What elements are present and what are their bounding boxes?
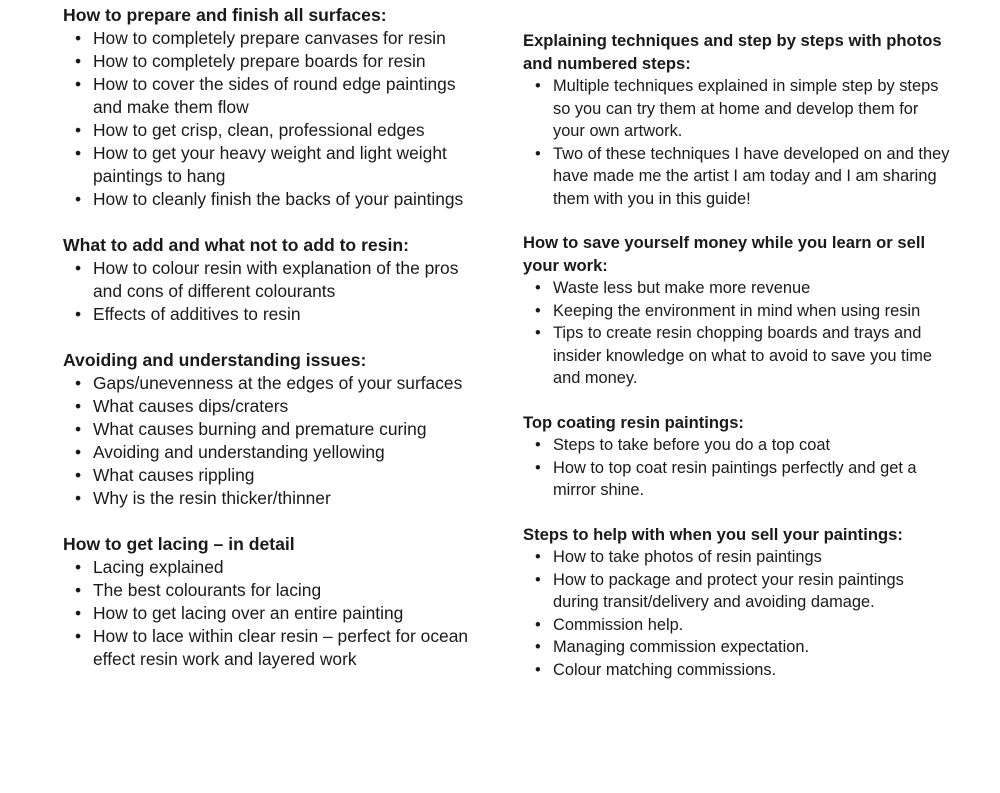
bullet-icon: • [75,373,82,393]
list-item-text: How to completely prepare canvases for resin [93,28,446,48]
list-item [523,659,953,682]
section-lacing [63,533,483,671]
section-techniques [523,30,953,210]
list-item [63,303,483,326]
bullet-icon: • [535,324,541,342]
list-item [63,579,483,602]
list-item-text: Why is the resin thicker/thinner [93,488,331,508]
list-item [523,277,953,300]
list-item-text: How to get lacing over an entire painting [93,603,404,623]
bullet-icon: • [75,580,82,600]
list-item [63,119,483,142]
list-item-text: How to colour resin with explanation of the pros and cons of different colourants [93,258,459,301]
bullet-icon: • [535,458,541,477]
section-heading: What to add and what not to add to resin: [63,235,409,255]
section-additives [63,234,483,326]
list-item-text: Steps to take before you do a top coat [553,436,831,454]
section-selling [523,524,953,682]
bullet-icon: • [75,74,82,94]
list-item [63,487,483,510]
list-item [523,300,953,323]
bullet-icon: • [535,660,541,679]
bullet-icon: • [75,465,82,485]
bullet-list [523,434,953,502]
list-item [63,142,483,188]
list-item-text: Multiple techniques explained in simple step by steps so you can try them at home and develop them for your own artwork. [553,77,939,140]
list-item-text: How to take photos of resin paintings [553,548,822,566]
bullet-icon: • [75,51,82,71]
section-save-money [523,232,953,390]
list-item-text: Tips to create resin chopping boards and trays and insider knowledge on what to avoid to save you time and money. [553,324,933,387]
right-column [523,30,953,703]
bullet-icon: • [535,548,541,566]
section-heading: Avoiding and understanding issues: [63,350,367,370]
bullet-icon: • [535,77,541,95]
list-item [63,464,483,487]
section-heading: How to save yourself money while you learn or sell your work: [523,233,926,275]
bullet-list [63,372,483,510]
list-item-text: What causes burning and premature curing [93,419,427,439]
list-item-text: How to top coat resin paintings perfectly and get a mirror shine. [553,458,917,499]
list-item-text: Waste less but make more revenue [553,279,811,297]
bullet-list [63,556,483,671]
section-heading: Steps to help with when you sell your paintings: [523,524,903,544]
list-item [523,322,953,390]
bullet-icon: • [535,144,541,163]
bullet-icon: • [535,301,541,320]
list-item [63,188,483,211]
bullet-list [523,546,953,681]
bullet-icon: • [75,419,82,439]
list-item [523,143,953,211]
list-item-text: How to get crisp, clean, professional edges [93,120,425,140]
bullet-list [63,257,483,326]
list-item [523,75,953,143]
list-item-text: How to cover the sides of round edge paintings and make them flow [93,74,456,117]
bullet-icon: • [535,615,541,634]
list-item-text: How to get your heavy weight and light weight paintings to hang [93,143,447,186]
list-item [63,441,483,464]
bullet-icon: • [75,258,82,278]
left-column [63,4,483,694]
bullet-icon: • [535,570,541,589]
bullet-icon: • [535,279,541,297]
section-heading: How to prepare and finish all surfaces: [63,5,387,25]
list-item-text: What causes rippling [93,465,255,485]
list-item [63,418,483,441]
list-item-text: Managing commission expectation. [553,638,810,656]
list-item [63,372,483,395]
list-item [63,625,483,671]
bullet-icon: • [75,557,82,577]
list-item [523,636,953,659]
bullet-list [523,75,953,210]
list-item [63,395,483,418]
list-item-text: How to cleanly finish the backs of your paintings [93,189,464,209]
list-item [523,546,953,569]
list-item [523,569,953,614]
list-item [63,257,483,303]
list-item-text: Two of these techniques I have developed on and they have made me the artist I am today and I am sharing them with you in this guide! [553,144,950,208]
list-item [63,50,483,73]
list-item-text: Colour matching commissions. [553,660,777,679]
list-item-text: Avoiding and understanding yellowing [93,442,385,462]
bullet-icon: • [535,638,541,656]
list-item-text: Commission help. [553,615,684,634]
bullet-icon: • [75,442,82,462]
bullet-icon: • [75,120,82,140]
list-item [523,434,953,457]
list-item-text: How to package and protect your resin paintings during transit/delivery and avoiding damage. [553,570,904,611]
list-item [523,457,953,502]
section-top-coating [523,412,953,502]
list-item-text: How to lace within clear resin – perfect for ocean effect resin work and layered work [93,626,469,669]
section-prepare-surfaces [63,4,483,211]
bullet-icon: • [75,143,82,163]
list-item [63,556,483,579]
bullet-icon: • [75,28,82,48]
list-item-text: What causes dips/craters [93,396,289,416]
bullet-icon: • [75,189,82,209]
list-item-text: Effects of additives to resin [93,304,301,324]
list-item [63,602,483,625]
list-item-text: Lacing explained [93,557,224,577]
bullet-icon: • [75,603,82,623]
bullet-icon: • [535,436,541,454]
list-item [523,614,953,637]
bullet-list [63,27,483,211]
bullet-icon: • [75,304,82,324]
section-heading: Explaining techniques and step by steps with photos and numbered steps: [523,31,942,73]
bullet-icon: • [75,626,82,646]
list-item [63,27,483,50]
list-item-text: How to completely prepare boards for resin [93,51,426,71]
bullet-icon: • [75,488,82,508]
list-item [63,73,483,119]
section-heading: Top coating resin paintings: [523,412,744,432]
section-heading: How to get lacing – in detail [63,534,295,554]
list-item-text: Gaps/unevenness at the edges of your surfaces [93,373,463,393]
list-item-text: The best colourants for lacing [93,580,322,600]
bullet-icon: • [75,396,82,416]
section-issues [63,349,483,510]
bullet-list [523,277,953,390]
list-item-text: Keeping the environment in mind when using resin [553,301,921,320]
